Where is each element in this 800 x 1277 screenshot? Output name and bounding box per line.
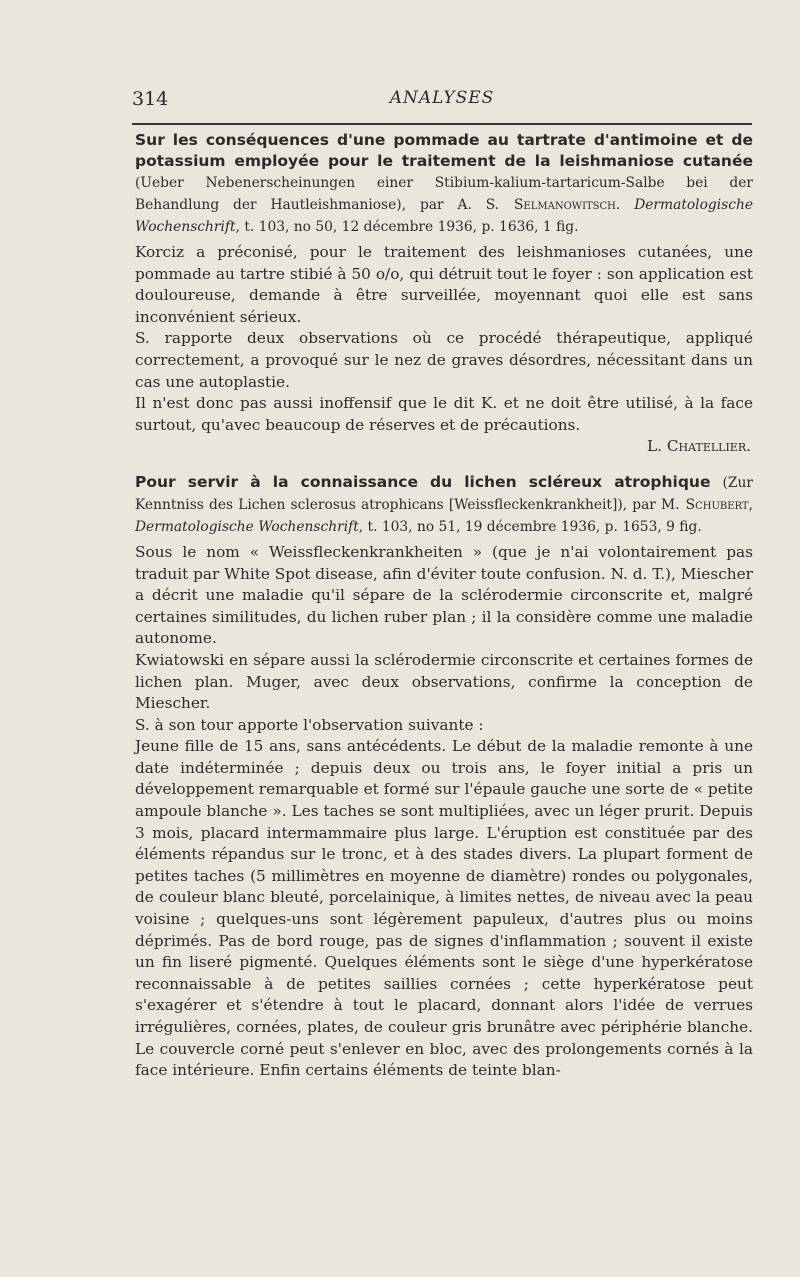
page-number: 314 [132, 88, 169, 110]
article2-title: Pour servir à la connaissance du lichen scléreux atrophique [135, 472, 711, 491]
header-rule [132, 123, 752, 125]
article2-paragraph-1: Sous le nom « Weissfleckenkrankheiten » (que je n'ai volontairement pas traduit par White Spot disease, afin d'éviter toute confusion. N. d. T.), Miescher a décrit une maladie qu'il sépare de la sclérodermie circonscrite et, malgré certaines similitudes, du lichen ruber plan ; il la considère comme une maladie autonome. [135, 542, 753, 648]
article1-heading: Sur les conséquences d'une pommade au tartrate d'antimoine et de potassium employée pour le traitement de la leishmaniose cutanée (Ueber Nebenerscheinungen einer Stibium-kalium-tartaricum-Salbe bei der Behandlung der Hautleishmaniose), par A. S. Selmanowitsch. Dermatologische Wochenschrift, t. 103, no 50, 12 décembre 1936, p. 1636, 1 fig. [135, 131, 754, 235]
article1-citation: , t. 103, no 50, 12 décembre 1936, p. 1636, 1 fig. [235, 219, 579, 235]
article1-paragraph-3: Il n'est donc pas aussi inoffensif que le dit K. et ne doit être utilisé, à la face surtout, qu'avec beaucoup de réserves et de précautions. [135, 394, 753, 434]
article2-paragraph-2: Kwiatowski en sépare aussi la sclérodermie circonscrite et certaines formes de lichen plan. Muger, avec deux observations, confirme la conception de Miescher. [135, 650, 753, 713]
page-header [132, 88, 752, 118]
article1-title: Sur les conséquences d'une pommade au tartrate d'antimoine et de potassium employée pour le traitement de la leishmaniose cutanée [135, 131, 753, 170]
article1-paragraph-2: S. rapporte deux observations où ce procédé thérapeutique, appliqué correctement, a provoqué sur le nez de graves désordres, nécessitant dans un cas une autoplastie. [135, 329, 753, 391]
article2-author: Schubert [685, 496, 749, 513]
article2-subtitle: (Zur Kenntniss des Lichen sclerosus atrophicans [Weissfleckenkrankheit]), par M. [135, 474, 753, 513]
article1-author: Selmanowitsch [513, 197, 616, 213]
article2-paragraph-3: S. à son tour apporte l'observation suivante : [135, 715, 484, 734]
article1-paragraph-1: Korciz a préconisé, pour le traitement des leishmanioses cutanées, une pommade au tartre stibié à 50 o/o, qui détruit tout le foyer : son application est douloureuse, demande à être surveillée, moyennant quoi elle est sans inconvénient sérieux. [135, 243, 753, 326]
article2-heading: Pour servir à la connaissance du lichen scléreux atrophique (Zur Kenntniss des Lichen sclerosus atrophicans [Weissfleckenkrankheit]), par M. Schubert, Dermatologische Wochenschrift, t. 103, no 51, 19 décembre 1936, p. 1653, 9 fig. [135, 472, 753, 535]
page-content [135, 130, 753, 1082]
article1-signature: L. Chatellier. [646, 437, 751, 456]
article2-journal: Dermatologische Wochenschrift [135, 518, 359, 535]
article2-paragraph-4: Jeune fille de 15 ans, sans antécédents. Le début de la maladie remonte à une date indéterminée ; depuis deux ou trois ans, le foyer initial a pris un développement remarquable et formé sur l'épaule gauche une sorte de « petite ampoule blanche ». Les taches se sont multipliées, avec un léger prurit. Depuis 3 mois, placard intermammaire plus large. L'éruption est constituée par des éléments répandus sur le tronc, et à des stades divers. La plupart forment de petites taches (5 millimètres en moyenne de diamètre) rondes ou polygonales, de couleur blanc bleuté, porcelainique, à limites nettes, de niveau avec la peau voisine ; quelques-uns sont légèrement papuleux, d'autres plus ou moins déprimés. Pas de bord rouge, pas de signes d'inflammation ; souvent il existe un fin liseré pigmenté. Quelques éléments sont le siège d'une hyperkératose reconnaissable à de petites saillies cornées ; cette hyperkératose peut s'exagérer et s'étendre à tout le placard, donnant alors l'idée de verrues irrégulières, cornées, plates, de couleur gris brunâtre avec périphérie blanche. Le couvercle corné peut s'enlever en bloc, avec des prolongements cornés à la face intérieure. Enfin certains éléments de teinte blan- [135, 737, 753, 1080]
article1-subtitle: (Ueber Nebenerscheinungen einer Stibium-kalium-tartaricum-Salbe bei der Behandlung der Hautleishmaniose), par A. S. [135, 175, 753, 213]
article2-citation: , t. 103, no 51, 19 décembre 1936, p. 1653, 9 fig. [358, 518, 702, 535]
running-title: ANALYSES [389, 88, 495, 108]
article1-journal: Dermatologische Wochenschrift [135, 197, 754, 235]
